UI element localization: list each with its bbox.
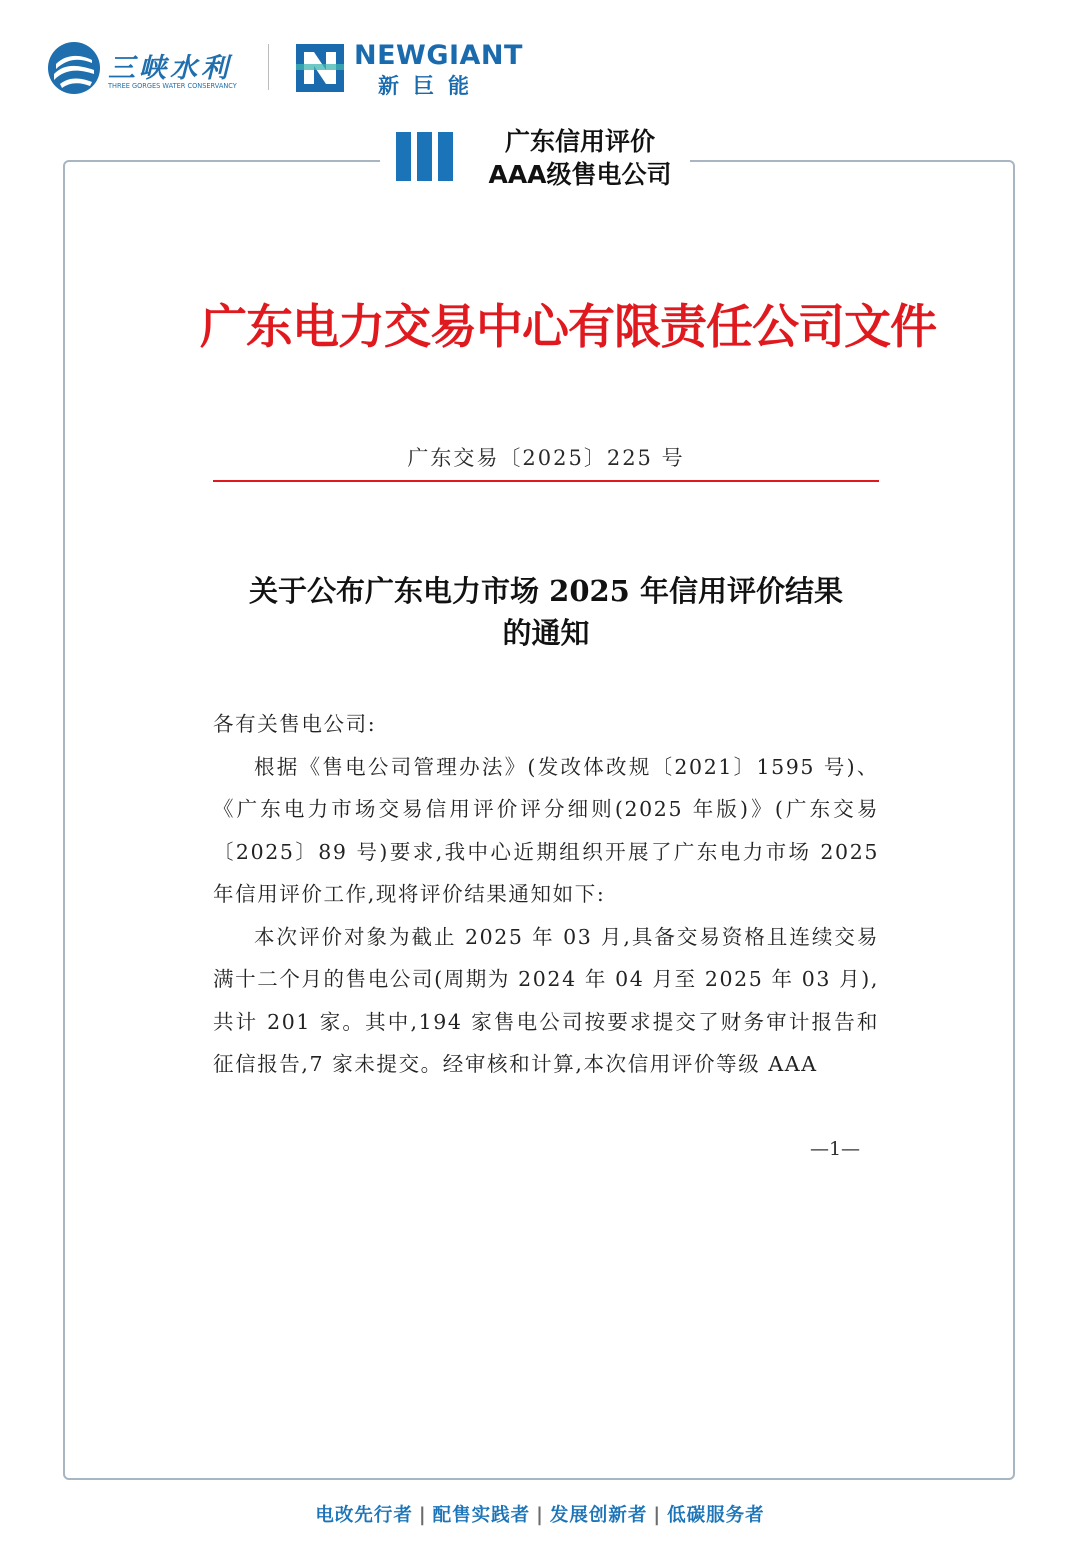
notice-title [213, 570, 879, 654]
body-paragraph-2: 本次评价对象为截止 2025 年 03 月,具备交易资格且连续交易满十二个月的售电公司(周期为 2024 年 04 月至 2025 年 03 月),共计 201 家。其中,194 家售电公司按要求提交了财务审计报告和征信报告,7 家未提交。经审核和计算,本次信用评价等级 AAA [213, 924, 879, 1076]
slogan-separator: | [418, 1505, 427, 1526]
slogan-separator: | [653, 1505, 662, 1526]
newgiant-logo [296, 40, 526, 96]
footer-slogan [0, 1501, 1080, 1527]
slogan-item: 低碳服务者 [667, 1505, 765, 1526]
slogan-item: 配售实践者 [432, 1505, 531, 1526]
credit-rating-badge [470, 125, 690, 191]
red-divider-line [213, 480, 879, 482]
slogan-separator: | [536, 1505, 544, 1526]
notice-title-line-1: 关于公布广东电力市场 2025 年信用评价结果 [249, 574, 843, 608]
slogan-item: 电改先行者 [315, 1505, 413, 1526]
logo-divider [268, 44, 269, 90]
newgiant-logo-subtitle: 新巨能 [378, 74, 483, 98]
three-gorges-emblem-icon [46, 40, 102, 96]
three-gorges-logo [46, 40, 246, 96]
badge-line-2: AAA级售电公司 [488, 160, 672, 189]
notice-body [213, 703, 879, 1086]
three-gorges-logo-name: 三峡水利 [108, 53, 232, 84]
badge-bars-icon [396, 132, 454, 181]
salutation: 各有关售电公司: [213, 712, 377, 736]
three-gorges-logo-subtitle: THREE GORGES WATER CONSERVANCY [108, 82, 237, 90]
body-paragraph-1: 根据《售电公司管理办法》(发改体改规〔2021〕1595 号)、《广东电力市场交易信用评价评分细则(2025 年版)》(广东交易〔2025〕89 号)要求,我中心近期组织开展了广东电力市场 2025 年信用评价工作,现将评价结果通知如下: [213, 754, 879, 906]
notice-title-line-2: 的通知 [502, 616, 590, 650]
page-number: —1— [809, 1138, 861, 1160]
slogan-item: 发展创新者 [549, 1505, 648, 1526]
newgiant-emblem-icon [296, 44, 344, 92]
document-issuer-title: 广东电力交易中心有限责任公司文件 [200, 300, 936, 355]
document-number: 广东交易〔2025〕225 号 [407, 446, 685, 470]
badge-line-1: 广东信用评价 [504, 127, 655, 156]
newgiant-logo-name: NEWGIANT [354, 40, 523, 71]
